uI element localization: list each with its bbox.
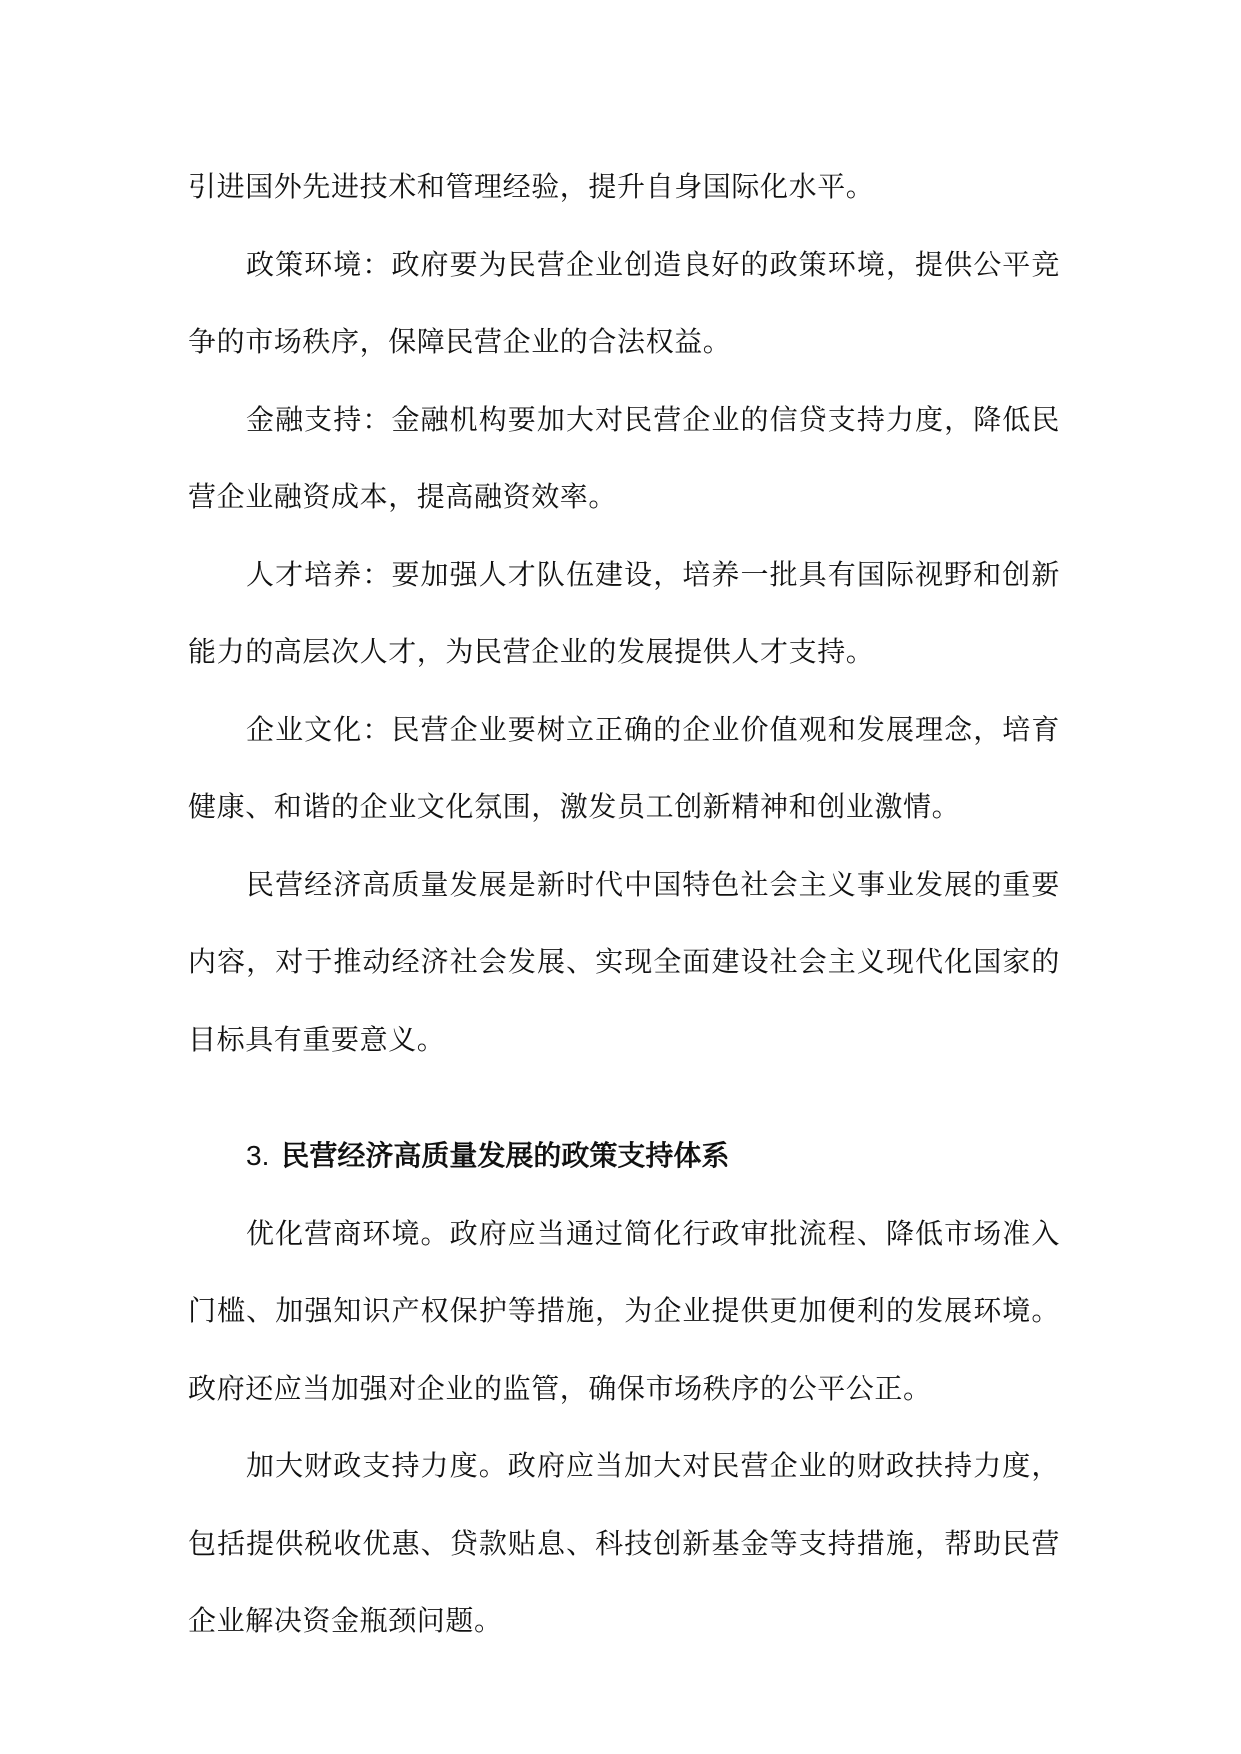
paragraph-talent-cultivation: 人才培养：要加强人才队伍建设，培养一批具有国际视野和创新能力的高层次人才，为民营企业的发展提供人才支持。 xyxy=(188,557,1060,668)
document-body xyxy=(188,148,1060,1660)
paragraph-conclusion: 民营经济高质量发展是新时代中国特色社会主义事业发展的重要内容，对于推动经济社会发展、实现全面建设社会主义现代化国家的目标具有重要意义。 xyxy=(188,867,1060,1056)
paragraph-fiscal-support: 加大财政支持力度。政府应当加大对民营企业的财政扶持力度，包括提供税收优惠、贷款贴息、科技创新基金等支持措施，帮助民营企业解决资金瓶颈问题。 xyxy=(188,1449,1060,1637)
paragraph-policy-environment: 政策环境：政府要为民营企业创造良好的政策环境，提供公平竞争的市场秩序，保障民营企业的合法权益。 xyxy=(188,247,1060,358)
paragraph-financial-support: 金融支持：金融机构要加大对民营企业的信贷支持力度，降低民营企业融资成本，提高融资效率。 xyxy=(188,402,1060,513)
section-number: 3. xyxy=(246,1140,270,1171)
paragraph-business-environment: 优化营商环境。政府应当通过简化行政审批流程、降低市场准入门槛、加强知识产权保护等措施，为企业提供更加便利的发展环境。政府还应当加强对企业的监管，确保市场秩序的公平公正。 xyxy=(188,1216,1060,1405)
section-heading xyxy=(188,1078,1060,1195)
section-title: 民营经济高质量发展的政策支持体系 xyxy=(281,1139,730,1172)
paragraph-intl-level: 引进国外先进技术和管理经验，提升自身国际化水平。 xyxy=(188,170,875,203)
paragraph-corporate-culture: 企业文化：民营企业要树立正确的企业价值观和发展理念，培育健康、和谐的企业文化氛围，激发员工创新精神和创业激情。 xyxy=(188,712,1060,823)
